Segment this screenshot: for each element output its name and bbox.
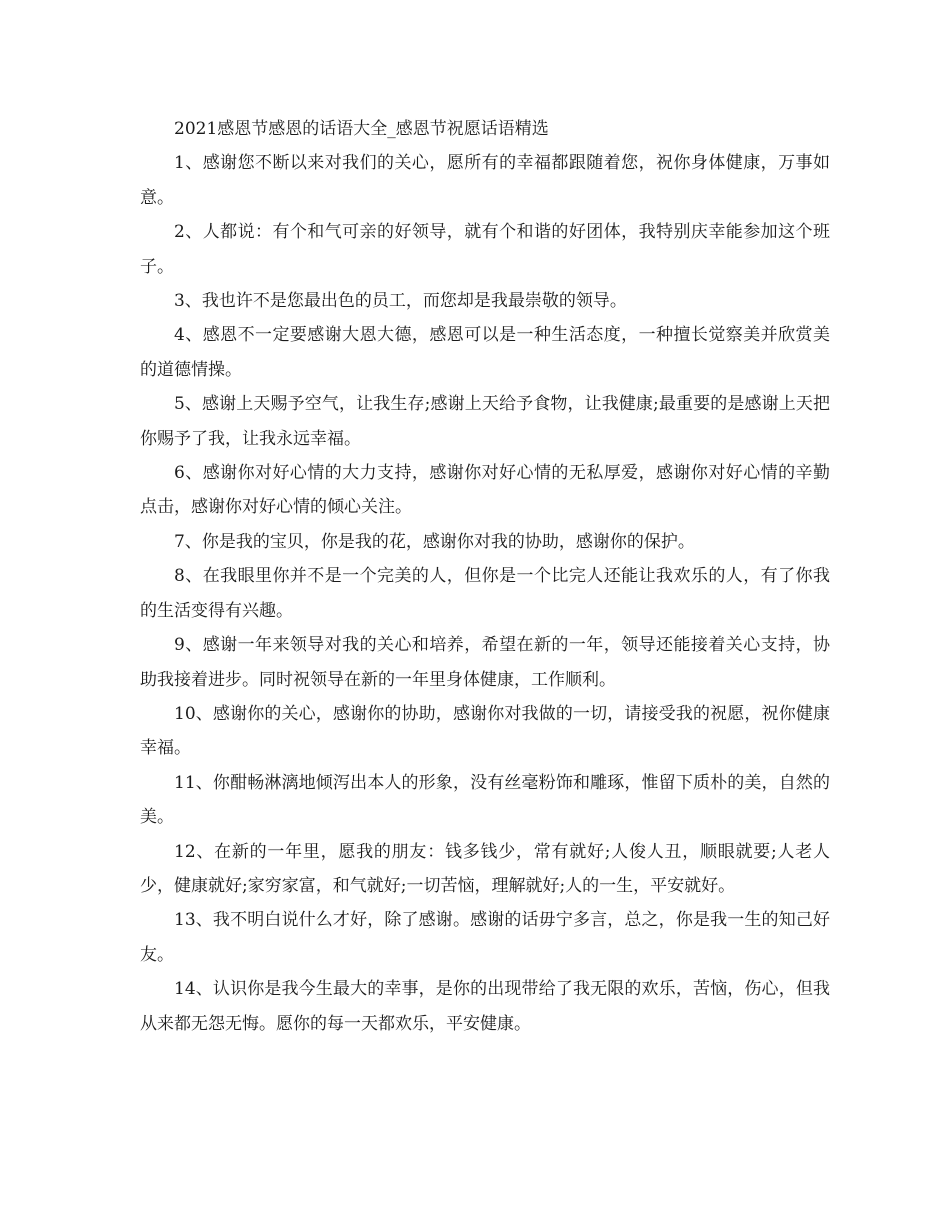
paragraph-14: 14、认识你是我今生最大的幸事，是你的出现带给了我无限的欢乐，苦恼，伤心，但我从来都无怨无悔。愿你的每一天都欢乐，平安健康。	[140, 979, 830, 1034]
paragraph-13: 13、我不明白说什么才好，除了感谢。感谢的话毋宁多言，总之，你是我一生的知己好友。	[140, 910, 830, 965]
paragraph-12: 12、在新的一年里，愿我的朋友：钱多钱少，常有就好;人俊人丑，顺眼就要;人老人少，健康就好;家穷家富，和气就好;一切苦恼，理解就好;人的一生，平安就好。	[140, 841, 830, 896]
paragraph-5: 5、感谢上天赐予空气，让我生存;感谢上天给予食物，让我健康;最重要的是感谢上天把你赐予了我，让我永远幸福。	[140, 394, 830, 449]
document-body	[140, 112, 830, 1041]
paragraph-8: 8、在我眼里你并不是一个完美的人，但你是一个比完人还能让我欢乐的人，有了你我的生活变得有兴趣。	[140, 566, 830, 621]
document-title: 2021感恩节感恩的话语大全_感恩节祝愿话语精选	[174, 119, 549, 139]
paragraph-7: 7、你是我的宝贝，你是我的花，感谢你对我的协助，感谢你的保护。	[174, 531, 695, 552]
paragraph-11: 11、你酣畅淋漓地倾泻出本人的形象，没有丝毫粉饰和雕琢，惟留下质朴的美，自然的美。	[140, 772, 830, 828]
paragraph-9: 9、感谢一年来领导对我的关心和培养，希望在新的一年，领导还能接着关心支持，协助我接着进步。同时祝领导在新的一年里身体健康，工作顺利。	[140, 635, 830, 690]
paragraph-3: 3、我也许不是您最出色的员工，而您却是我最崇敬的领导。	[174, 291, 627, 312]
paragraph-4: 4、感恩不一定要感谢大恩大德，感恩可以是一种生活态度，一种擅长觉察美并欣赏美的道德情操。	[140, 325, 830, 380]
paragraph-6: 6、感谢你对好心情的大力支持，感谢你对好心情的无私厚爱，感谢你对好心情的辛勤点击，感谢你对好心情的倾心关注。	[140, 463, 830, 518]
paragraph-1: 1、感谢您不断以来对我们的关心，愿所有的幸福都跟随着您，祝你身体健康，万事如意。	[140, 153, 830, 208]
paragraph-2: 2、人都说：有个和气可亲的好领导，就有个和谐的好团体，我特别庆幸能参加这个班子。	[140, 222, 830, 277]
paragraph-10: 10、感谢你的关心，感谢你的协助，感谢你对我做的一切，请接受我的祝愿，祝你健康幸福。	[140, 703, 830, 759]
